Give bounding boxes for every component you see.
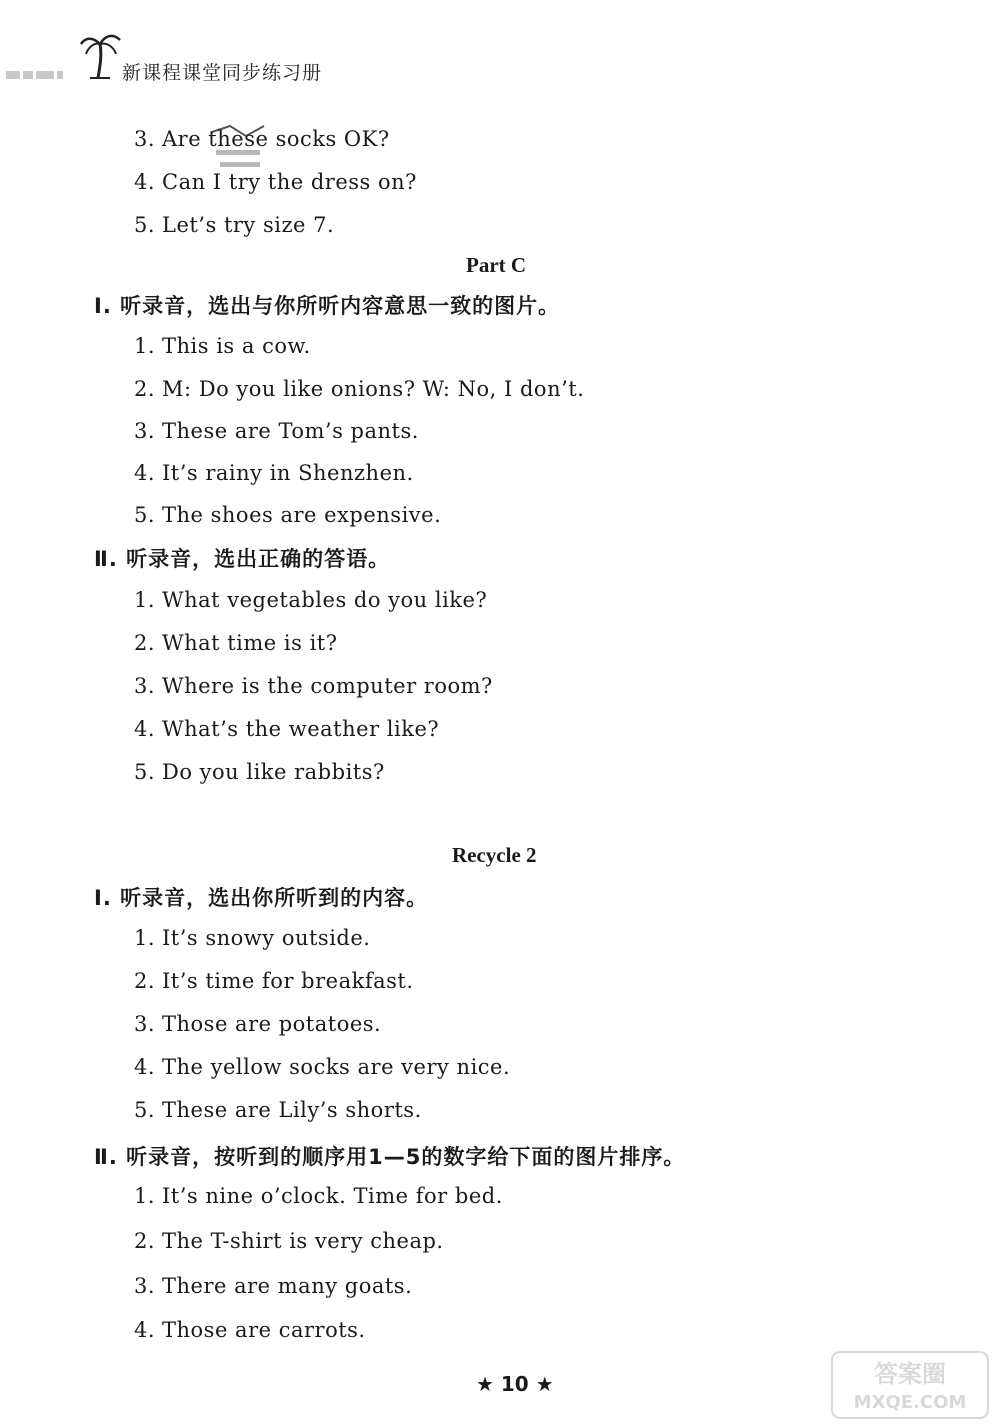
list-item: 4. Can I try the dress on? [134,170,417,194]
list-item: 3. These are Tom’s pants. [134,419,419,443]
section-title: Ⅰ. 听录音，选出你所听到的内容。 [94,886,429,910]
page-header [0,30,420,90]
list-item: 3. Are these socks OK? [134,127,390,151]
svg-text:答案圈: 答案圈 [874,1360,946,1388]
list-item: 4. It’s rainy in Shenzhen. [134,461,414,485]
page-number: ★ 10 ★ [476,1372,554,1396]
list-item: 5. Do you like rabbits? [134,760,385,784]
list-item: 2. What time is it? [134,631,338,655]
header-title: 新课程课堂同步练习册 [122,62,323,84]
list-item: 1. This is a cow. [134,334,311,358]
list-item: 1. It’s snowy outside. [134,926,371,950]
section-title: Ⅰ. 听录音，选出与你所听内容意思一致的图片。 [94,294,561,318]
list-item: 2. It’s time for breakfast. [134,969,414,993]
recycle-2-heading: Recycle 2 [452,843,537,867]
list-item: 5. Let’s try size 7. [134,213,335,237]
list-item: 4. What’s the weather like? [134,717,440,741]
list-item: 1. It’s nine o’clock. Time for bed. [134,1184,503,1208]
section-title: Ⅱ. 听录音，按听到的顺序用1—5的数字给下面的图片排序。 [94,1145,686,1169]
list-item: 3. Where is the computer room? [134,674,493,698]
list-item: 5. These are Lily’s shorts. [134,1098,422,1122]
list-item: 3. There are many goats. [134,1274,413,1298]
header-decoration [6,64,66,74]
list-item: 3. Those are potatoes. [134,1012,382,1036]
list-item: 4. The yellow socks are very nice. [134,1055,511,1079]
palm-tree-icon [80,30,122,80]
part-c-heading: Part C [466,253,527,277]
svg-text:MXQE.COM: MXQE.COM [853,1392,967,1413]
list-item: 5. The shoes are expensive. [134,503,442,527]
list-item: 4. Those are carrots. [134,1318,366,1342]
watermark-logo [830,1350,990,1420]
list-item: 2. The T-shirt is very cheap. [134,1229,444,1253]
list-item: 2. M: Do you like onions? W: No, I don’t. [134,377,585,401]
list-item: 1. What vegetables do you like? [134,588,488,612]
section-title: Ⅱ. 听录音，选出正确的答语。 [94,547,391,571]
